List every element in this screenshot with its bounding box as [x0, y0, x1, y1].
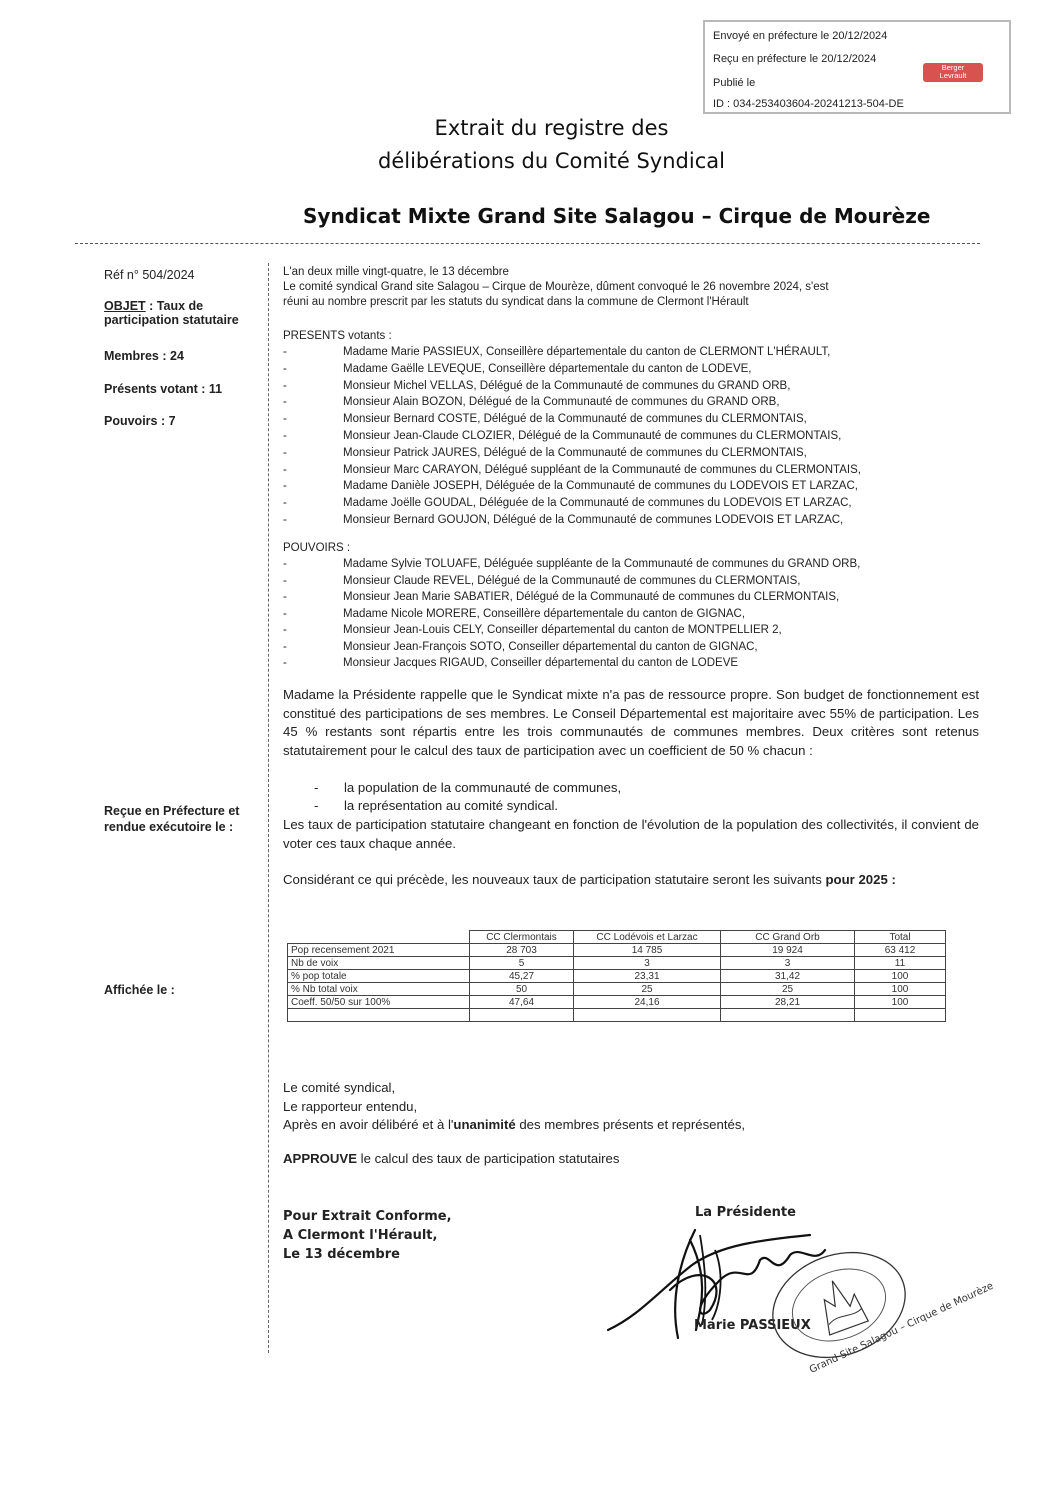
closing-block: Pour Extrait Conforme, A Clermont l'Hérault, Le 13 décembre — [283, 1209, 452, 1262]
table-row — [288, 970, 946, 983]
table-row — [288, 944, 946, 957]
row-label — [288, 1009, 470, 1022]
presents-count: Présents votant : 11 — [104, 382, 223, 396]
table-cell: 28,21 — [721, 996, 855, 1009]
affichee-label: Affichée le : — [104, 983, 175, 997]
stamp-envoye: Envoyé en préfecture le 20/12/2024 — [713, 30, 888, 42]
membres-count: Membres : 24 — [104, 349, 184, 363]
table-cell: 3 — [574, 957, 721, 970]
table-cell: 47,64 — [470, 996, 574, 1009]
stamp-recu: Reçu en préfecture le 20/12/2024 — [713, 53, 877, 65]
column-divider — [268, 263, 269, 1353]
row-label: % Nb total voix — [288, 983, 470, 996]
syndicate-name: Syndicat Mixte Grand Site Salagou – Cirque de Mourèze — [303, 204, 931, 228]
table-cell: 14 785 — [574, 944, 721, 957]
objet-label: OBJET — [104, 299, 146, 313]
table-cell — [855, 1009, 946, 1022]
pouvoirs-count: Pouvoirs : 7 — [104, 414, 176, 428]
row-label: Pop recensement 2021 — [288, 944, 470, 957]
table-row — [288, 957, 946, 970]
header-divider — [75, 243, 980, 244]
table-cell: 5 — [470, 957, 574, 970]
president-name: Marie PASSIEUX — [694, 1318, 811, 1333]
table-header: CC Lodévois et Larzac — [574, 931, 721, 944]
explanation-paragraph-2: Les taux de participation statutaire changeant en fonction de l'évolution de la population des collectivités, il convient de voter ces taux chaque année. — [283, 817, 979, 851]
explanation-paragraph-1: Madame la Présidente rappelle que le Syndicat mixte n'a pas de ressource propre. Son budget de fonctionnement est constitué des participations de ses membres. Le Conseil Départemental est majoritaire avec 55% de participation. Les 45 % restants sont répartis entre les trois communautés de communes membres. Deux critères sont retenus statutairement pour le calcul des taux de participation avec un coefficient de 50 % chacun : — [283, 687, 979, 758]
table-cell: 24,16 — [574, 996, 721, 1009]
table-cell: 31,42 — [721, 970, 855, 983]
objet-text2: participation statutaire — [104, 313, 239, 327]
table-cell: 45,27 — [470, 970, 574, 983]
table-row — [288, 1009, 946, 1022]
reference-number: Réf n° 504/2024 — [104, 268, 195, 282]
table-cell: 100 — [855, 970, 946, 983]
objet-text: : Taux de — [145, 299, 204, 313]
prefecture-stamp — [703, 20, 1011, 114]
table-cell: 23,31 — [574, 970, 721, 983]
presents-heading: PRESENTS votants : — [283, 330, 392, 342]
table-row — [288, 996, 946, 1009]
participation-table — [287, 930, 946, 1022]
recue-prefecture: Reçue en Préfecture et rendue exécutoire le : — [104, 804, 240, 834]
table-cell — [470, 1009, 574, 1022]
table-row — [288, 983, 946, 996]
table-cell: 63 412 — [855, 944, 946, 957]
stamp-id: ID : 034-253403604-20241213-504-DE — [713, 98, 904, 110]
table-cell: 50 — [470, 983, 574, 996]
table-cell: 25 — [574, 983, 721, 996]
table-header-row — [288, 931, 946, 944]
approval-statement: APPROUVE le calcul des taux de participation statutaires — [283, 1151, 620, 1166]
table-header: CC Grand Orb — [721, 931, 855, 944]
table-cell: 28 703 — [470, 944, 574, 957]
row-label: Coeff. 50/50 sur 100% — [288, 996, 470, 1009]
table-cell — [721, 1009, 855, 1022]
table-cell: 19 924 — [721, 944, 855, 957]
seal-text: Grand Site Salagou – Cirque de Mourèze — [807, 1280, 996, 1376]
table-cell: 11 — [855, 957, 946, 970]
document-title-line2: délibérations du Comité Syndical — [378, 149, 725, 173]
table-cell: 3 — [721, 957, 855, 970]
objet — [104, 299, 239, 327]
decision-text: Le comité syndical, Le rapporteur entendu, Après en avoir délibéré et à l'unanimité des membres présents et représentés, — [283, 1080, 746, 1132]
table-cell: 100 — [855, 983, 946, 996]
stamp-publie: Publié le — [713, 77, 756, 89]
table-cell: 100 — [855, 996, 946, 1009]
table-header: CC Clermontais — [470, 931, 574, 944]
row-label: Nb de voix — [288, 957, 470, 970]
president-role: La Présidente — [695, 1205, 796, 1220]
table-cell: 25 — [721, 983, 855, 996]
document-title-line1: Extrait du registre des — [434, 116, 669, 140]
explanation-paragraph-3: Considérant ce qui précède, les nouveaux taux de participation statutaire seront les suivants pour 2025 : — [283, 872, 896, 887]
row-label: % pop totale — [288, 970, 470, 983]
pouvoirs-heading: POUVOIRS : — [283, 542, 351, 554]
berger-levrault-logo: Berger Levrault — [923, 63, 983, 82]
table-cell — [574, 1009, 721, 1022]
syndicate-seal — [765, 1250, 996, 1376]
table-header: Total — [855, 931, 946, 944]
intro-text: L'an deux mille vingt-quatre, le 13 décembre Le comité syndical Grand site Salagou – Cirque de Mourèze, dûment convoqué le 26 novembre 2024, s'est réuni au nombre prescrit par les statuts du syndicat dans la commune de Clermont l'Hérault — [283, 266, 829, 308]
